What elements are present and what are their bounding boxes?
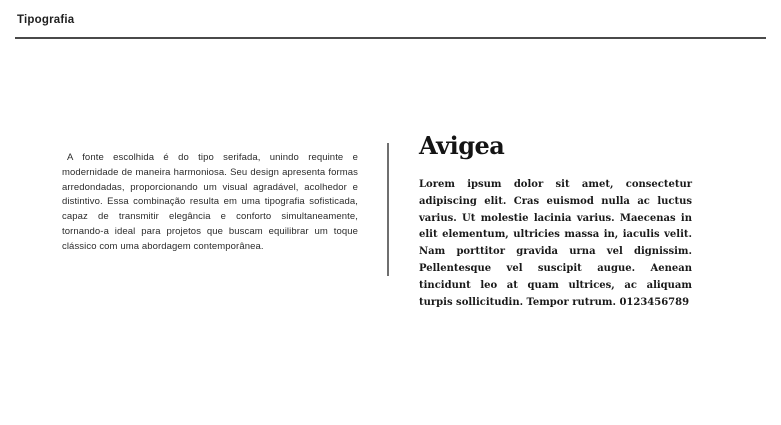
column-divider: [387, 143, 389, 276]
description-column: [62, 151, 358, 255]
page-title: Tipografia: [17, 14, 75, 26]
font-name-heading: Avigea: [419, 131, 505, 160]
font-description-paragraph: A fonte escolhida é do tipo serifada, unindo requinte e modernidade de maneira harmoniosa. Seu design apresenta formas arredondadas, proporcionando um visual agradável, acolhedor e distintivo. Essa combinação resulta em uma tipografia sofisticada, capaz de transmitir elegância e conforto simultaneamente, tornando-a ideal para projetos que buscam equilibrar um toque clássico com uma abordagem contemporânea.: [62, 152, 358, 252]
specimen-column: [419, 132, 692, 311]
font-specimen-paragraph: Lorem ipsum dolor sit amet, consectetur adipiscing elit. Cras euismod nulla ac luctus varius. Ut molestie lacinia varius. Maecenas in elit elementum, ultricies massa in, iaculis velit. Nam porttitor gravida urna vel dignissim. Pellentesque vel suscipit augue. Aenean tincidunt leo at quam ultrices, ac aliquam turpis sollicitudin. Tempor rutrum. 0123456789: [419, 179, 692, 308]
header-rule: [15, 37, 766, 39]
